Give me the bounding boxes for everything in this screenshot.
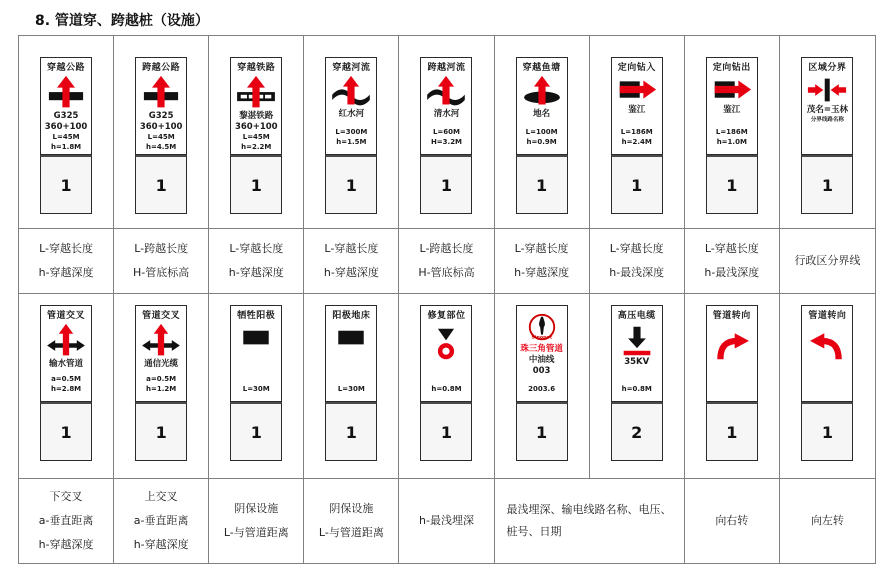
marker-cell-hv-cable xyxy=(590,294,685,479)
marker-post xyxy=(230,305,282,461)
marker-title: 定向钻入 xyxy=(617,63,656,73)
marker-base xyxy=(420,155,472,214)
marker-sign xyxy=(611,305,663,402)
description-text: h-穿越深度 xyxy=(38,538,94,551)
marker-post xyxy=(706,57,758,214)
marker-sign xyxy=(706,305,758,402)
marker-row-2 xyxy=(19,294,875,479)
marker-label: 003 xyxy=(532,366,551,376)
marker-metric: L=186M xyxy=(620,128,653,136)
marker-sign xyxy=(40,57,92,155)
marker-post xyxy=(420,57,472,214)
marker-sign xyxy=(325,57,377,155)
marker-number: 1 xyxy=(726,175,738,195)
marker-label: 黎湛铁路 xyxy=(239,111,274,121)
marker-label: 鉴江 xyxy=(723,105,741,115)
marker-cell-road-over xyxy=(114,36,209,229)
marker-cell-turn-right xyxy=(685,294,780,479)
marker-cell-pipe-cross-under xyxy=(19,294,114,479)
marker-base xyxy=(230,155,282,214)
marker-cell-railway xyxy=(209,36,304,229)
marker-row-1 xyxy=(19,36,875,229)
description-cell xyxy=(114,479,209,563)
marker-number: 1 xyxy=(536,422,548,442)
marker-cell-repair-point xyxy=(399,294,494,479)
marker-title: 阳极地床 xyxy=(332,311,371,321)
marker-cell-pipe-cross-over xyxy=(114,294,209,479)
description-cell xyxy=(114,229,209,294)
pipeline-cross-icon xyxy=(46,323,86,359)
marker-metric: L=100M xyxy=(525,128,558,136)
anode-bed-icon xyxy=(331,328,371,348)
railway-crossing-icon xyxy=(236,75,276,111)
marker-base xyxy=(706,402,758,461)
description-text: L-穿越长度 xyxy=(229,242,284,255)
marker-sign xyxy=(420,57,472,155)
marker-number: 1 xyxy=(250,175,262,195)
high-voltage-cable-icon xyxy=(617,325,657,357)
marker-post xyxy=(801,57,853,214)
marker-metric: H=3.2M xyxy=(430,137,463,146)
marker-post xyxy=(135,57,187,214)
description-cell xyxy=(399,229,494,294)
marker-metric: h=4.5M xyxy=(146,142,177,151)
description-text: 最浅埋深、输电线路名称、电压、桩号、日期 xyxy=(506,503,672,538)
description-text: 阴保设施 xyxy=(234,502,279,515)
marker-sign xyxy=(230,57,282,155)
marker-metric: h=1.5M xyxy=(336,137,367,146)
marker-cell-river-under xyxy=(304,36,399,229)
marker-base xyxy=(40,155,92,214)
marker-number: 1 xyxy=(60,422,72,442)
marker-number: 1 xyxy=(345,422,357,442)
description-text: h-穿越深度 xyxy=(514,266,570,279)
marker-base xyxy=(325,155,377,214)
marker-metric: a=0.5M xyxy=(51,375,82,383)
marker-base xyxy=(230,402,282,461)
marker-number: 1 xyxy=(440,422,453,442)
marker-sign xyxy=(516,57,568,155)
marker-sign xyxy=(135,305,187,402)
marker-number: 1 xyxy=(726,422,738,442)
marker-post xyxy=(801,305,853,461)
fishpond-crossing-icon xyxy=(522,75,562,109)
marker-label: 通信光缆 xyxy=(144,359,179,369)
marker-cell-drill-in xyxy=(590,36,685,229)
marker-number: 1 xyxy=(821,175,833,195)
directional-drill-icon xyxy=(712,75,752,105)
description-row-2 xyxy=(19,479,875,563)
marker-cell-pipeline-id xyxy=(495,294,590,479)
description-text: h-最浅埋深 xyxy=(419,514,474,527)
marker-post xyxy=(516,305,568,461)
marker-metric: L=186M xyxy=(715,128,748,136)
marker-title: 高压电缆 xyxy=(617,311,656,321)
marker-base xyxy=(516,155,568,214)
description-text: L-与管道距离 xyxy=(223,526,289,539)
description-cell-merged xyxy=(495,479,685,563)
marker-sign xyxy=(801,57,853,155)
marker-metric: L=45M xyxy=(52,133,80,141)
description-text: 向左转 xyxy=(810,514,844,527)
marker-number: 1 xyxy=(536,175,548,195)
marker-metric: h=0.8M xyxy=(621,384,652,393)
description-cell xyxy=(685,229,780,294)
marker-sublabel: 分界线路名称 xyxy=(810,117,844,123)
description-text: L-穿越长度 xyxy=(704,242,759,255)
marker-label: 输水管道 xyxy=(49,359,84,369)
marker-label: 360+100 xyxy=(139,122,183,132)
page-title: 8. 管道穿、跨越桩（设施） xyxy=(35,13,209,29)
marker-cell-drill-out xyxy=(685,36,780,229)
marker-base xyxy=(516,402,568,461)
marker-label: 中油线 xyxy=(528,355,555,365)
description-cell xyxy=(304,229,399,294)
marker-title: 跨越公路 xyxy=(142,63,181,73)
marker-number: 1 xyxy=(631,175,643,195)
marker-number: 1 xyxy=(155,175,167,195)
marker-post xyxy=(420,305,472,461)
description-text: h-穿越深度 xyxy=(133,538,189,551)
marker-metric: h=2.8M xyxy=(50,384,82,393)
marker-title: 穿越铁路 xyxy=(237,63,276,73)
marker-metric: h=2.4M xyxy=(621,137,652,146)
marker-base xyxy=(135,155,187,214)
description-text: 阴保设施 xyxy=(329,502,374,515)
description-cell xyxy=(19,229,114,294)
marker-base xyxy=(135,402,187,461)
marker-title: 管道交叉 xyxy=(47,311,86,321)
marker-base xyxy=(611,155,663,214)
marker-sign xyxy=(135,57,187,155)
marker-number: 1 xyxy=(250,422,262,442)
marker-title: 穿越鱼塘 xyxy=(522,63,561,73)
marker-post xyxy=(516,57,568,214)
marker-base xyxy=(801,402,853,461)
description-text: L-穿越长度 xyxy=(514,242,569,255)
description-cell xyxy=(304,479,399,563)
marker-label: G325 xyxy=(148,111,174,121)
marker-post xyxy=(611,57,663,214)
marker-label: 清水河 xyxy=(433,109,460,119)
marker-post xyxy=(706,305,758,461)
svg-text:Sinopec: Sinopec xyxy=(531,335,553,341)
marker-metric: 2003.6 xyxy=(528,384,556,393)
marker-label: 360+100 xyxy=(234,122,278,132)
marker-metric: h=2.2M xyxy=(241,142,272,151)
marker-title: 定向钻出 xyxy=(712,63,751,73)
road-crossing-icon xyxy=(46,75,86,111)
turn-left-icon xyxy=(806,327,848,361)
description-text: 行政区分界线 xyxy=(794,254,861,267)
marker-label: G325 xyxy=(53,111,79,121)
marker-metric: L=45M xyxy=(147,133,175,141)
marker-title: 跨越河流 xyxy=(427,63,466,73)
sacrificial-anode-icon xyxy=(236,328,276,348)
river-crossing-icon xyxy=(331,75,371,109)
marker-label: 红水河 xyxy=(338,109,365,119)
marker-sign xyxy=(516,305,568,402)
description-row-1 xyxy=(19,229,875,294)
description-text: 向右转 xyxy=(715,514,749,527)
description-cell xyxy=(780,479,875,563)
marker-label: 鉴江 xyxy=(628,105,646,115)
marker-post xyxy=(611,305,663,461)
description-text: L-跨越长度 xyxy=(419,242,474,255)
description-text: h-最浅深度 xyxy=(609,266,665,279)
marker-cell-region-boundary xyxy=(780,36,875,229)
marker-sign xyxy=(230,305,282,402)
marker-number: 1 xyxy=(60,175,72,195)
marker-number: 2 xyxy=(631,422,643,442)
marker-title: 管道交叉 xyxy=(142,311,181,321)
marker-metric: L=60M xyxy=(432,128,460,136)
marker-metric: a=0.5M xyxy=(146,375,177,383)
directional-drill-icon xyxy=(617,75,657,105)
marker-post xyxy=(40,305,92,461)
marker-metric: L=30M xyxy=(242,384,270,393)
description-cell xyxy=(590,229,685,294)
marker-cell-road-under xyxy=(19,36,114,229)
marker-cell-anode-bed xyxy=(304,294,399,479)
marker-metric: L=30M xyxy=(337,384,365,393)
description-text: L-跨越长度 xyxy=(134,242,189,255)
description-cell xyxy=(209,229,304,294)
description-text: H-管底标高 xyxy=(418,266,475,279)
marker-label: 360+100 xyxy=(44,122,88,132)
marker-number: 1 xyxy=(155,422,167,442)
description-text: h-穿越深度 xyxy=(323,266,379,279)
marker-title: 牺牲阳极 xyxy=(237,311,276,321)
river-crossing-icon xyxy=(426,75,466,109)
description-text: 下交叉 xyxy=(49,490,83,503)
marker-base xyxy=(706,155,758,214)
region-boundary-icon xyxy=(807,75,847,105)
description-text: L-与管道距离 xyxy=(318,526,384,539)
marker-cell-sacrificial-anode xyxy=(209,294,304,479)
marker-number: 1 xyxy=(440,175,453,195)
description-text: L-穿越长度 xyxy=(609,242,664,255)
marker-title: 修复部位 xyxy=(427,311,466,321)
marker-post xyxy=(325,57,377,214)
marker-base xyxy=(325,402,377,461)
marker-metric: h=1.2M xyxy=(146,384,177,393)
marker-title: 穿越公路 xyxy=(47,63,86,73)
marker-label: 地名 xyxy=(533,109,551,119)
marker-sign xyxy=(325,305,377,402)
marker-title: 区域分界 xyxy=(808,63,847,73)
description-cell xyxy=(19,479,114,563)
marker-base xyxy=(801,155,853,214)
marker-table xyxy=(18,35,876,564)
sinopec-logo xyxy=(525,312,559,344)
marker-metric: h=1.8M xyxy=(50,142,82,151)
description-text: h-穿越深度 xyxy=(38,266,94,279)
marker-base xyxy=(40,402,92,461)
pipeline-cross-icon xyxy=(141,323,181,359)
marker-metric: h=0.8M xyxy=(431,384,462,393)
marker-post xyxy=(325,305,377,461)
description-text: L-穿越长度 xyxy=(39,242,93,255)
marker-sign xyxy=(611,57,663,155)
marker-title: 穿越河流 xyxy=(332,63,371,73)
marker-cell-turn-left xyxy=(780,294,875,479)
marker-base xyxy=(611,402,663,461)
marker-metric: L=45M xyxy=(242,133,270,141)
marker-sign xyxy=(706,57,758,155)
description-text: H-管底标高 xyxy=(133,266,190,279)
marker-metric: L=300M xyxy=(335,128,368,136)
marker-post xyxy=(135,305,187,461)
marker-number: 1 xyxy=(821,422,833,442)
description-cell xyxy=(399,479,494,563)
marker-label: 珠三角管道 xyxy=(520,344,563,354)
marker-number: 1 xyxy=(345,175,357,195)
description-text: h-穿越深度 xyxy=(228,266,284,279)
description-cell xyxy=(495,229,590,294)
description-text: a-垂直距离 xyxy=(133,514,189,527)
marker-metric: h=1.0M xyxy=(716,137,747,146)
description-cell xyxy=(780,229,875,294)
marker-label: 35KV xyxy=(624,357,650,367)
marker-post xyxy=(40,57,92,214)
marker-base xyxy=(420,402,472,461)
marker-title: 管道转向 xyxy=(712,311,751,321)
marker-sign xyxy=(801,305,853,402)
description-text: L-穿越长度 xyxy=(324,242,379,255)
marker-post xyxy=(230,57,282,214)
description-text: h-最浅深度 xyxy=(704,266,760,279)
description-text: a-垂直距离 xyxy=(38,514,94,527)
marker-metric: h=0.9M xyxy=(526,137,557,146)
description-cell xyxy=(209,479,304,563)
marker-sign xyxy=(40,305,92,402)
marker-title: 管道转向 xyxy=(808,311,847,321)
description-cell xyxy=(685,479,780,563)
turn-right-icon xyxy=(711,327,753,361)
marker-label: 茂名=玉林 xyxy=(806,105,848,115)
marker-cell-river-over xyxy=(399,36,494,229)
marker-cell-fishpond xyxy=(495,36,590,229)
description-text: 上交叉 xyxy=(144,490,178,503)
marker-sign xyxy=(420,305,472,402)
repair-point-icon xyxy=(426,326,466,362)
road-crossing-icon xyxy=(141,75,181,111)
